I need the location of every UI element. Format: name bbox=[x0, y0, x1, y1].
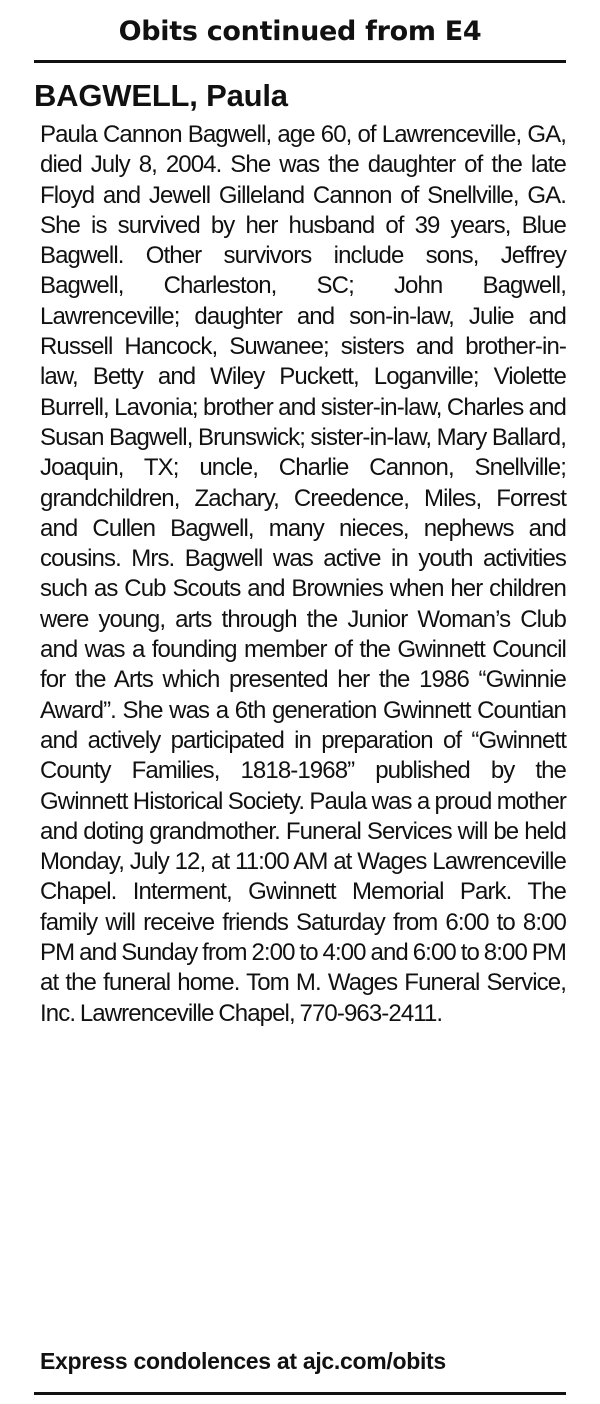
condolences-line: Express condolences at ajc.com/obits bbox=[40, 1348, 446, 1374]
obituary-name: BAGWELL, Paula bbox=[34, 78, 288, 113]
obituary-body: Paula Cannon Bagwell, age 60, of Lawrenceville, GA, died July 8, 2004. She was the daughter of the late Floyd and Jewell Gilleland Cannon of Snellville, GA. She is survived by her husband of 39 years, Blue Bagwell. Other survivors include sons, Jeffrey Bagwell, Charleston, SC; John Bagwell, Lawrenceville; daughter and son-in-law, Julie and Russell Hancock, Suwanee; sisters and brother-in-law, Betty and Wiley Puckett, Loganville; Violette Burrell, Lavonia; brother and sister-in-law, Charles and Susan Bagwell, Brunswick; sister-in-law, Mary Ballard, Joaquin, TX; uncle, Charlie Cannon, Snellville; grandchildren, Zachary, Creedence, Miles, Forrest and Cullen Bagwell, many nieces, nephews and cousins. Mrs. Bagwell was active in youth activities such as Cub Scouts and Brownies when her children were young, arts through the Junior Woman’s Club and was a founding member of the Gwinnett Council for the Arts which presented her the 1986 “Gwinnie Award”. She was a 6th generation Gwinnett Countian and actively participated in preparation of “Gwinnett County Families, 1818-1968” published by the Gwinnett Historical Society. Paula was a proud mother and doting grandmother. Funeral Services will be held Monday, July 12, at 11:00 AM at Wages Lawrenceville Chapel. Interment, Gwinnett Memorial Park. The family will receive friends Saturday from 6:00 to 8:00 PM and Sunday from 2:00 to 4:00 and 6:00 to 8:00 PM at the funeral home. Tom M. Wages Funeral Service, Inc. Lawrenceville Chapel, 770-963-2411. bbox=[40, 121, 566, 1027]
top-divider bbox=[34, 60, 566, 63]
bottom-divider bbox=[34, 1392, 566, 1395]
section-header: Obits continued from E4 bbox=[118, 16, 482, 47]
